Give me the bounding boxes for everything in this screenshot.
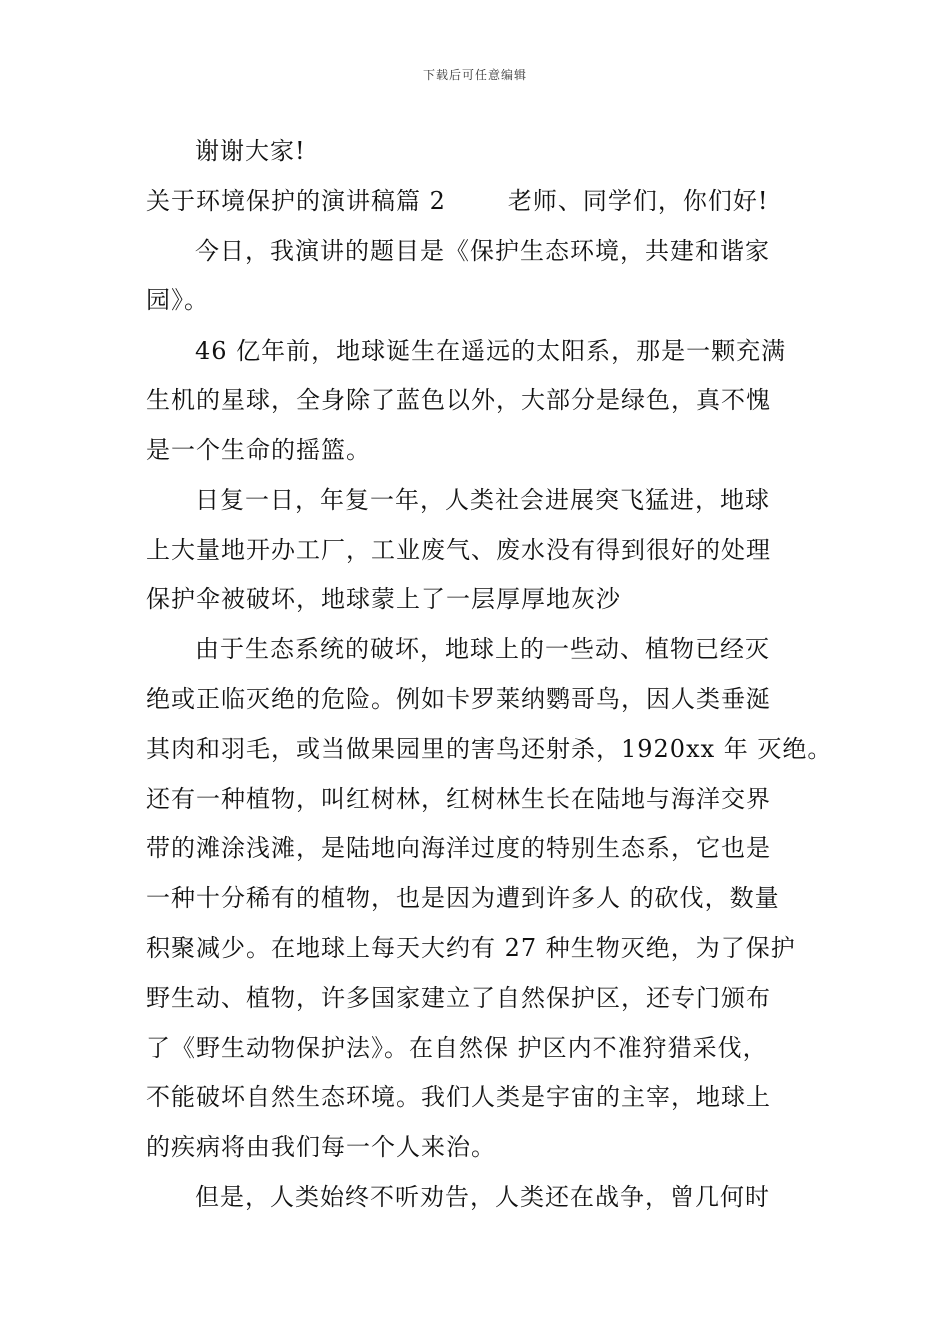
section-title: 关于环境保护的演讲稿篇 2 [146, 187, 446, 215]
paragraph-line: 日复一日，年复一年，人类社会进展突飞猛进，地球 [195, 486, 770, 514]
paragraph-line: 绝或正临灭绝的危险。例如卡罗莱纳鹦哥鸟，因人类垂涎 [146, 685, 771, 713]
paragraph-line: 不能破坏自然生态环境。我们人类是宇宙的主宰，地球上 [146, 1083, 771, 1111]
paragraph-line: 野生动、植物，许多国家建立了自然保护区，还专门颁布 [146, 984, 771, 1012]
paragraph-line: 生机的星球，全身除了蓝色以外，大部分是绿色，真不愧 [146, 386, 771, 414]
paragraph-line: 了《野生动物保护法》。在自然保 护区内不准狩猎采伐， [146, 1034, 768, 1062]
paragraph-line: 由于生态系统的破坏，地球上的一些动、植物已经灭 [195, 635, 770, 663]
section-heading-line [146, 186, 769, 216]
paragraph-line: 一种十分稀有的植物，也是因为遭到许多人 的砍伐，数量 [146, 884, 780, 912]
paragraph-line: 谢谢大家! [195, 137, 306, 165]
greeting-text: 老师、同学们，你们好! [507, 187, 769, 215]
paragraph-line: 但是，人类始终不听劝告，人类还在战争，曾几何时 [195, 1183, 770, 1211]
paragraph-line: 保护伞被破坏，地球蒙上了一层厚厚地灰沙 [146, 585, 621, 613]
paragraph-line: 46 亿年前，地球诞生在遥远的太阳系，那是一颗充满 [195, 337, 787, 365]
paragraph-line: 积聚减少。在地球上每天大约有 27 种生物灭绝，为了保护 [146, 934, 796, 962]
paragraph-line: 的疾病将由我们每一个人来治。 [146, 1133, 496, 1161]
paragraph-line: 今日，我演讲的题目是《保护生态环境，共建和谐家 [195, 237, 770, 265]
paragraph-line: 带的滩涂浅滩，是陆地向海洋过度的特别生态系，它也是 [146, 834, 771, 862]
paragraph-line: 其肉和羽毛，或当做果园里的害鸟还射杀，1920xx 年 灭绝。 [146, 735, 833, 763]
paragraph-line: 还有一种植物，叫红树林，红树林生长在陆地与海洋交界 [146, 785, 771, 813]
page-header-note: 下载后可任意编辑 [422, 68, 527, 82]
paragraph-line: 园》。 [146, 286, 209, 314]
paragraph-line: 是一个生命的摇篮。 [146, 436, 371, 464]
paragraph-line: 上大量地开办工厂，工业废气、废水没有得到很好的处理 [146, 536, 771, 564]
